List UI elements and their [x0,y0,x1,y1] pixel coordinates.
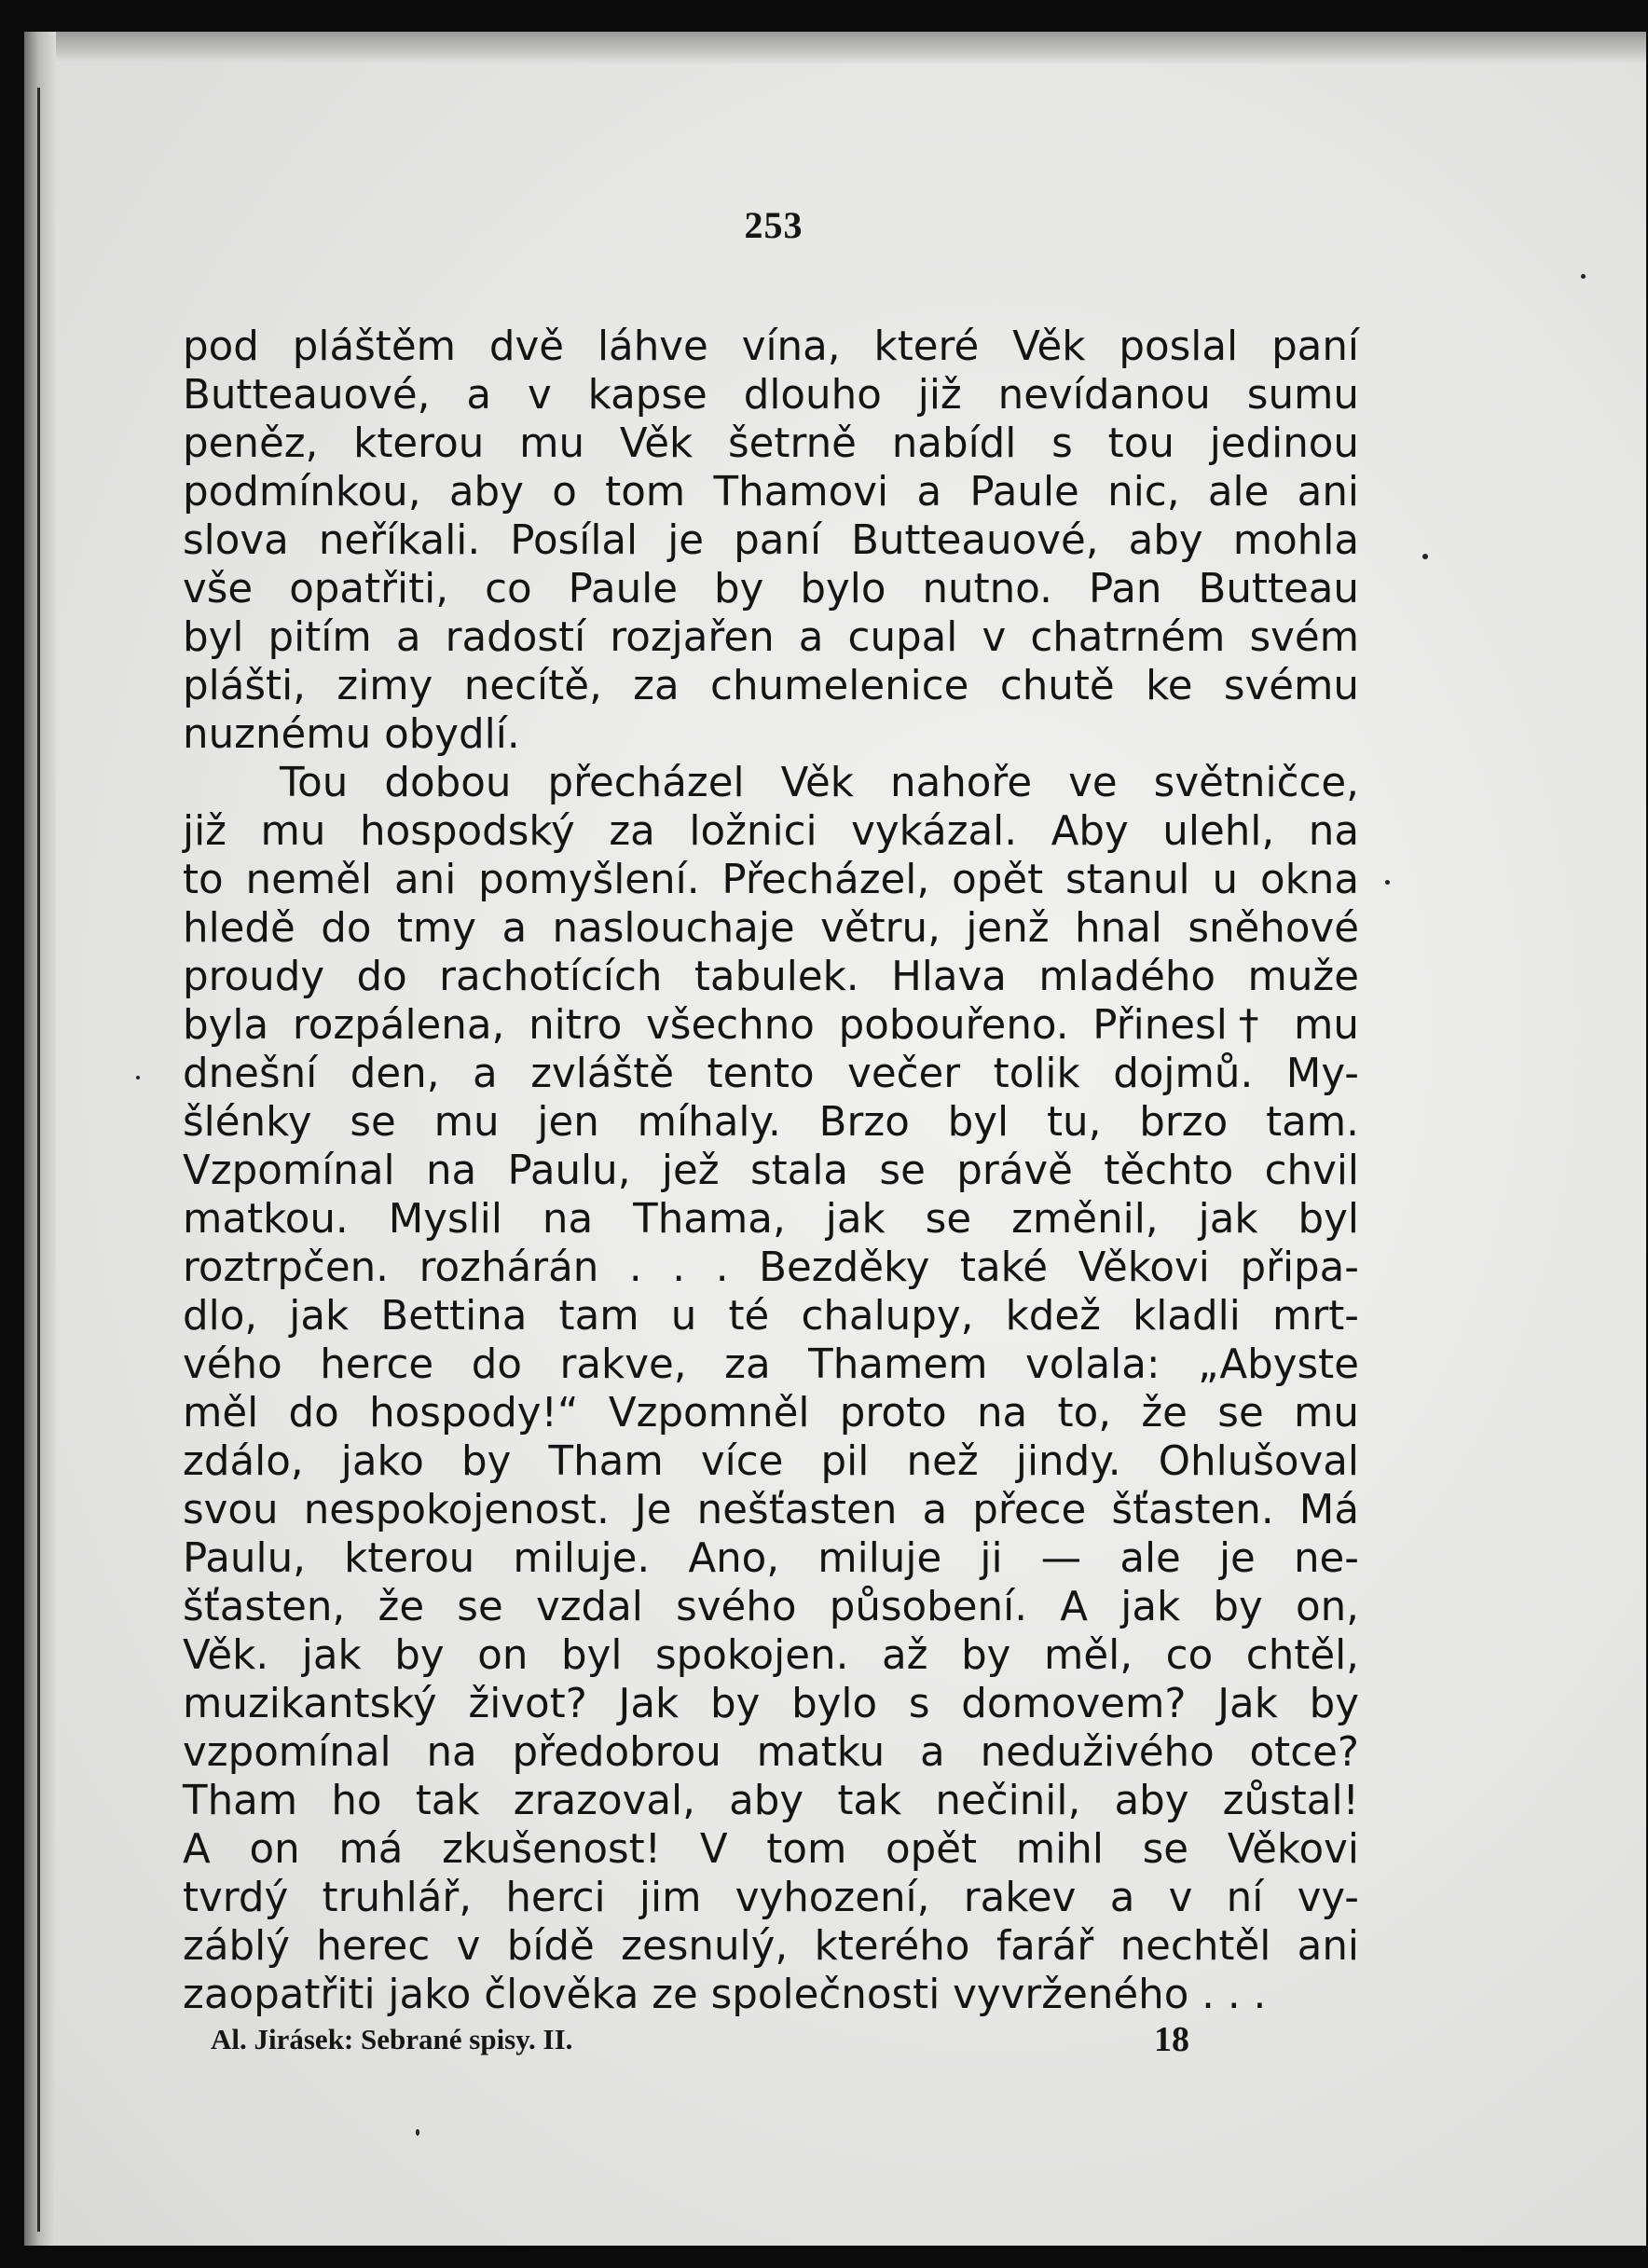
text-line: plášti, zimy necítě, za chumelenice chutě ke svému [183,663,1359,709]
text-line: nuznému obydlí. [183,711,520,758]
text-line: Paulu, kterou miluje. Ano, miluje ji — ale je ne- [183,1535,1359,1582]
body-text [183,323,1359,2019]
text-line: vého herce do rakve, za Thamem volala: „Abyste [183,1341,1359,1388]
text-line: pod pláštěm dvě láhve vína, které Věk poslal paní [183,323,1359,370]
text-line: tvrdý truhlář, herci jim vyhození, rakev a v ní vy- [183,1875,1359,1921]
binding-fold-line [37,88,40,2232]
text-line: dnešní den, a zvláště tento večer tolik dojmů. My- [183,1051,1359,1097]
text-line: slova neříkali. Posílal je paní Butteauové, aby mohla [183,517,1359,564]
text-line: vše opatřiti, co Paule by bylo nutno. Pan Butteau [183,566,1359,612]
ink-speck [416,2129,419,2136]
footer-signature: Al. Jirásek: Sebrané spisy. II. [211,2023,573,2055]
page-number: 253 [744,204,803,246]
text-line: Tou dobou přecházel Věk nahoře ve světničce, [280,760,1359,806]
ink-speck [1422,554,1428,559]
text-line: proudy do rachotících tabulek. Hlava mladého muže [183,954,1359,1000]
text-line: muzikantský život? Jak by bylo s domovem? Jak by [183,1681,1359,1727]
text-line: hledě do tmy a naslouchaje větru, jenž hnal sněhové [183,905,1359,952]
text-line: Butteauové, a v kapse dlouho již nevídanou sumu [183,372,1359,419]
text-line: Vzpomínal na Paulu, jež stala se právě těchto chvil [183,1148,1359,1194]
text-line: zdálo, jako by Tham více pil než jindy. Ohlušoval [183,1438,1359,1485]
ink-speck [136,1076,140,1079]
text-line: A on má zkušenost! V tom opět mihl se Věkovi [183,1826,1359,1873]
ink-speck [1581,274,1586,279]
ink-speck [1385,880,1390,885]
top-shadow [24,32,1646,63]
text-line: dlo, jak Bettina tam u té chalupy, kdež kladli mrt- [183,1293,1359,1340]
text-line: záblý herec v bídě zesnulý, kterého farář nechtěl ani [183,1923,1359,1970]
text-line: peněz, kterou mu Věk šetrně nabídl s tou jedinou [183,420,1359,467]
text-line: to neměl ani pomyšlení. Přecházel, opět stanul u okna [183,857,1359,903]
text-line: podmínkou, aby o tom Thamovi a Paule nic, ale ani [183,469,1359,515]
text-line: matkou. Myslil na Thama, jak se změnil, jak byl [183,1196,1359,1243]
text-line: svou nespokojenost. Je nešťasten a přece šťasten. Má [183,1487,1359,1533]
text-line: měl do hospody!“ Vzpomněl proto na to, že se mu [183,1390,1359,1436]
text-line: již mu hospodský za ložnici vykázal. Aby ulehl, na [183,808,1359,855]
text-line: šlénky se mu jen míhaly. Brzo byl tu, brzo tam. [183,1099,1359,1146]
text-line: byla rozpálena, nitro všechno pobouřeno. Přinesl† mu [183,1002,1359,1049]
text-line: šťasten, že se vzdal svého působení. A jak by on, [183,1584,1359,1630]
text-line: Věk. jak by on byl spokojen. až by měl, co chtěl, [183,1632,1359,1679]
text-line: roztrpčen. rozhárán . . . Bezděky také Věkovi připa- [183,1244,1359,1291]
page-footer [211,2020,1189,2059]
page-binding-edge [24,32,56,2246]
text-line: zaopatřiti jako člověka ze společnosti vyvrženého . . . [183,1972,1267,2018]
text-line: Tham ho tak zrazoval, aby tak nečinil, aby zůstal! [183,1778,1359,1824]
sheet-number: 18 [1154,2020,1189,2059]
text-line: vzpomínal na předobrou matku a neduživého otce? [183,1729,1359,1776]
text-line: byl pitím a radostí rozjařen a cupal v chatrném svém [183,614,1359,661]
